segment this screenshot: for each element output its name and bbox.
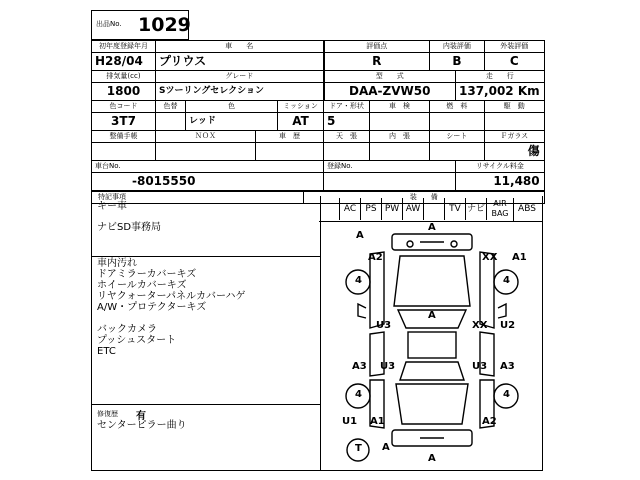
glass-label: Ｆガラス bbox=[484, 131, 544, 143]
recycle-value: 11,480 bbox=[456, 173, 545, 192]
equipment-header: 装 備 bbox=[304, 191, 545, 204]
air-label: 天 張 bbox=[324, 131, 370, 143]
notes-area bbox=[91, 196, 321, 471]
damage-a2-right: A2 bbox=[482, 416, 497, 427]
displacement-label: 排気量(cc) bbox=[92, 71, 156, 83]
reg-value bbox=[324, 173, 456, 192]
car-outline bbox=[320, 224, 542, 470]
damage-rear-bottom: A bbox=[428, 453, 436, 464]
lot-number-box bbox=[91, 10, 189, 40]
lot-label: 出品No. bbox=[96, 20, 122, 28]
notes-header: 特記事項 bbox=[92, 191, 304, 204]
chassis-label: 車台No. bbox=[92, 161, 324, 173]
lot-number: 1029 bbox=[138, 14, 191, 36]
color-code-label: 色コード bbox=[92, 101, 156, 113]
exterior-label: 外装評価 bbox=[484, 41, 544, 53]
mission-value: AT bbox=[278, 113, 324, 131]
equip-ac: AC bbox=[340, 198, 361, 220]
damage-a2-left: A2 bbox=[368, 252, 383, 263]
equip-pw: PW bbox=[382, 198, 403, 220]
note-line-8: バックカメラ bbox=[97, 324, 157, 335]
damage-xx-mid: XX bbox=[472, 320, 488, 331]
damage-front-top: A bbox=[428, 222, 436, 233]
note-line-10: ETC bbox=[97, 346, 116, 357]
damage-front-left: A bbox=[356, 230, 364, 241]
damage-a3-left: A3 bbox=[352, 361, 367, 372]
chassis-value: -8015550 bbox=[92, 173, 324, 192]
note-line-2: ナビSD事務局 bbox=[97, 222, 162, 233]
year-label: 初年度登録年月 bbox=[92, 41, 156, 53]
note-line-4: ドアミラーカバーキズ bbox=[97, 269, 197, 280]
damage-u3-left: U3 bbox=[376, 320, 392, 331]
damage-xx-right: XX bbox=[482, 252, 498, 263]
damage-rear-a: A bbox=[382, 442, 390, 453]
drive-value bbox=[484, 113, 544, 131]
note-line-1: キー車 bbox=[97, 201, 127, 212]
mileage-label: 走 行 bbox=[456, 71, 545, 83]
tire-front-left: 4 bbox=[355, 275, 362, 286]
car-name-label: 車 名 bbox=[156, 41, 324, 53]
door-value: 5 bbox=[324, 113, 370, 131]
color-change-value bbox=[156, 113, 186, 131]
interior-label: 内装評価 bbox=[430, 41, 485, 53]
displacement-value: 1800 bbox=[92, 83, 156, 101]
tire-rear-left: 4 bbox=[355, 389, 362, 400]
equipment-row bbox=[319, 198, 542, 221]
history-label: 車 歴 bbox=[256, 131, 324, 143]
interior-value: B bbox=[430, 53, 485, 71]
inspection-label: 車 検 bbox=[370, 101, 430, 113]
spare-tire: T bbox=[355, 443, 362, 454]
reg-label: 登録No. bbox=[324, 161, 456, 173]
damage-a1-left: A1 bbox=[370, 416, 385, 427]
equip-aw: AW bbox=[403, 198, 424, 220]
damage-u2-right: U2 bbox=[500, 320, 516, 331]
exterior-value: C bbox=[484, 53, 544, 71]
color-label: 色 bbox=[186, 101, 278, 113]
repair-value: 有 bbox=[136, 411, 146, 422]
grade-label: グレード bbox=[156, 71, 324, 83]
score-value: R bbox=[324, 53, 430, 71]
model-value: DAA-ZVW50 bbox=[324, 83, 456, 101]
note-line-9: プッシュスタート bbox=[97, 335, 177, 346]
interior-panel-label: 内 張 bbox=[370, 131, 430, 143]
color-code-value: 3T7 bbox=[92, 113, 156, 131]
color-value: レッド bbox=[186, 113, 278, 131]
glass-value: 傷 bbox=[484, 143, 544, 161]
seat-label: シート bbox=[430, 131, 485, 143]
damage-a3-right: A3 bbox=[500, 361, 515, 372]
note-line-6: リヤクォーターパネルカバーハゲ bbox=[97, 291, 246, 302]
recycle-label: リサイクル料金 bbox=[456, 161, 545, 173]
equip-tv: TV bbox=[445, 198, 466, 220]
manual-label: 整備手帳 bbox=[92, 131, 156, 143]
auction-sheet bbox=[91, 40, 545, 204]
drive-label: 駆 動 bbox=[484, 101, 544, 113]
damage-roof: A bbox=[428, 310, 436, 321]
note-line-3: 車内汚れ bbox=[97, 258, 137, 269]
fuel-label: 燃 料 bbox=[430, 101, 485, 113]
damage-u3-left2: U3 bbox=[380, 361, 396, 372]
mileage-value: 137,002 Km bbox=[456, 83, 545, 101]
note-line-7: A/W・プロテクターキズ bbox=[97, 302, 207, 313]
note-line-5: ホイールカバーキズ bbox=[97, 280, 187, 291]
door-label: ドア・形状 bbox=[324, 101, 370, 113]
equip-navi: ナビ bbox=[466, 198, 487, 220]
color-change-label: 色替 bbox=[156, 101, 186, 113]
tire-front-right: 4 bbox=[503, 275, 510, 286]
equip-airbag: AIR BAG bbox=[487, 198, 514, 221]
equip-ps: PS bbox=[361, 198, 382, 220]
score-label: 評価点 bbox=[324, 41, 430, 53]
grade-value: Sツーリングセレクション bbox=[156, 83, 324, 101]
mission-label: ミッション bbox=[278, 101, 324, 113]
tire-rear-right: 4 bbox=[503, 389, 510, 400]
model-label: 型 式 bbox=[324, 71, 456, 83]
nox-label: ＮＯＸ bbox=[156, 131, 256, 143]
repair-label: 修復歴 bbox=[97, 410, 118, 418]
year-value: H28/04 bbox=[92, 53, 156, 71]
fuel-value bbox=[430, 113, 485, 131]
repair-note: センターピラー曲り bbox=[97, 420, 187, 431]
inspection-value bbox=[370, 113, 430, 131]
damage-a1-right: A1 bbox=[512, 252, 527, 263]
damage-u3-right2: U3 bbox=[472, 361, 488, 372]
car-damage-diagram bbox=[320, 224, 542, 470]
damage-u1: U1 bbox=[342, 416, 358, 427]
car-name-value: プリウス bbox=[156, 53, 324, 71]
equip-abs: ABS bbox=[518, 204, 536, 214]
